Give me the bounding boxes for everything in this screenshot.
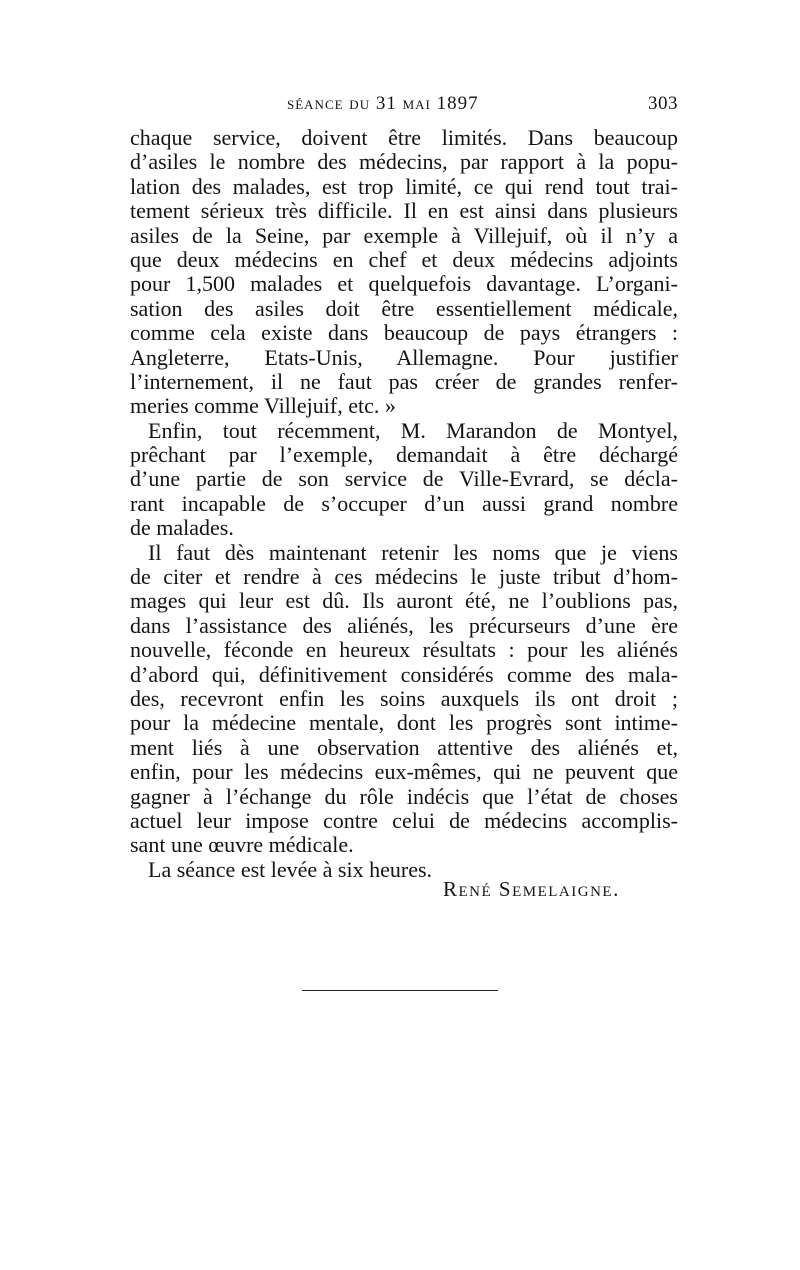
text-line: d’asiles le nombre des médecins, par rapport à la popu- — [130, 150, 678, 175]
text-line: nouvelle, féconde en heureux résultats : pour les aliénés — [130, 638, 678, 663]
text-line: comme cela existe dans beaucoup de pays étrangers : — [130, 321, 678, 346]
text-line: de malades. — [130, 516, 234, 541]
text-line: Enfin, tout récemment, M. Marandon de Montyel, — [148, 418, 678, 443]
text-line: pour la médecine mentale, dont les progrès sont intime- — [130, 711, 678, 736]
running-title-prefix: séance du — [287, 93, 376, 114]
closing-rule — [302, 990, 498, 991]
text-line: asiles de la Seine, par exemple à Villejuif, où il n’y a — [130, 223, 678, 248]
running-title — [287, 93, 479, 115]
text-line: Il faut dès maintenant retenir les noms que je viens — [148, 540, 678, 565]
text-line: enfin, pour les médecins eux-mêmes, qui ne peuvent que — [130, 760, 678, 785]
text-line: mages qui leur est dû. Ils auront été, ne l’oublions pas, — [130, 589, 678, 614]
text-line: lation des malades, est trop limité, ce qui rend tout trai- — [130, 174, 678, 199]
text-line: pour 1,500 malades et quelquefois davantage. L’organi- — [130, 272, 678, 297]
text-line: de citer et rendre à ces médecins le juste tribut d’hom- — [130, 565, 678, 590]
text-line: chaque service, doivent être limités. Dans beaucoup — [130, 126, 678, 150]
text-line: Angleterre, Etats-Unis, Allemagne. Pour justifier — [130, 345, 678, 370]
text-line: l’internement, il ne faut pas créer de grandes renfer- — [130, 369, 678, 394]
signature: René Semelaigne. — [443, 877, 620, 901]
page-number: 303 — [648, 93, 678, 114]
running-title-date: 31 mai 1897 — [375, 93, 479, 114]
text-line: que deux médecins en chef et deux médecins adjoints — [130, 247, 678, 272]
text-line: sation des asiles doit être essentiellement médicale, — [130, 296, 678, 321]
text-line: dans l’assistance des aliénés, les précurseurs d’une ère — [130, 613, 678, 638]
text-line: prêchant par l’exemple, demandait à être déchargé — [130, 443, 678, 468]
text-line: meries comme Villejuif, etc. » — [130, 394, 396, 419]
text-line: ment liés à une observation attentive des aliénés et, — [130, 735, 678, 760]
page-header — [130, 93, 678, 119]
text-line: gagner à l’échange du rôle indécis que l’état de choses — [130, 784, 678, 809]
text-line: rant incapable de s’occuper d’un aussi grand nombre — [130, 491, 678, 516]
text-line: d’abord qui, définitivement considérés comme des mala- — [130, 662, 678, 687]
body-text — [130, 126, 678, 882]
text-line: d’une partie de son service de Ville-Evrard, se décla- — [130, 467, 678, 492]
text-line: tement sérieux très difficile. Il en est ainsi dans plusieurs — [130, 199, 678, 224]
text-line: des, recevront enfin les soins auxquels ils ont droit ; — [130, 686, 678, 711]
text-line: La séance est levée à six heures. — [148, 857, 433, 882]
text-line: actuel leur impose contre celui de médecins accomplis- — [130, 808, 678, 833]
text-line: sant une œuvre médicale. — [130, 833, 354, 858]
